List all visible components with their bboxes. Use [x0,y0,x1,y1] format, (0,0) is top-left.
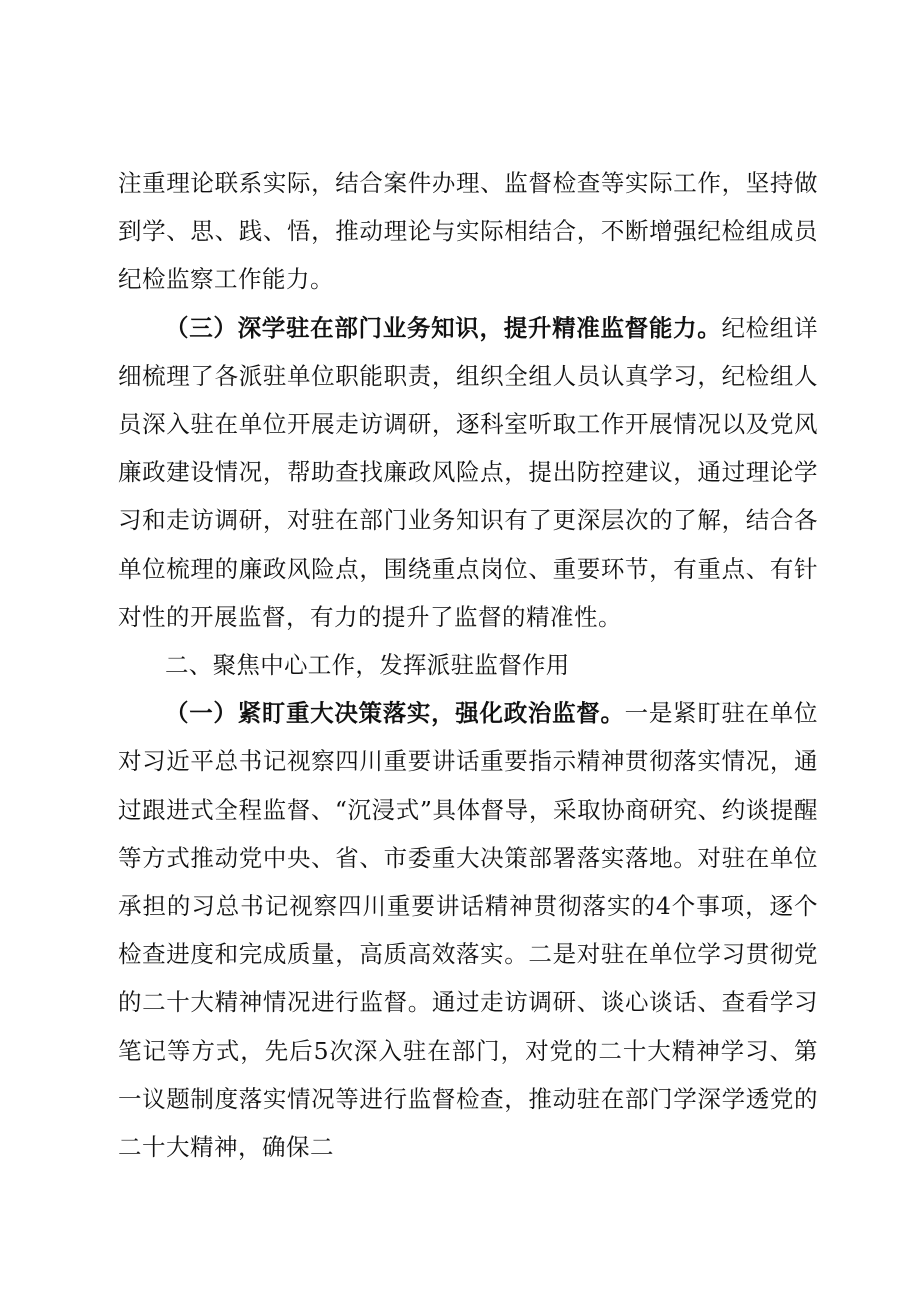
paragraph-section-1 [118,689,818,1171]
section-3-body: 纪检组详细梳理了各派驻单位职能职责，组织全组人员认真学习，纪检组人员深入驻在单位开展走访调研，逐科室听取工作开展情况以及党风廉政建设情况，帮助查找廉政风险点，提出防控建议，通过理论学习和走访调研，对驻在部门业务知识有了更深层次的了解，结合各单位梳理的廉政风险点，围绕重点岗位、重要环节，有重点、有针对性的开展监督，有力的提升了监督的精准性。 [118,313,819,631]
section-heading-2: 二、聚焦中心工作，发挥派驻监督作用 [165,651,570,680]
section-1-body: 一是紧盯驻在单位对习近平总书记视察四川重要讲话重要指示精神贯彻落实情况，通过跟进式全程监督、“沉浸式”具体督导，采取协商研究、约谈提醒等方式推动党中央、省、市委重大决策部署落实落地。对驻在单位承担的习总书记视察四川重要讲话精神贯彻落实的4个事项，逐个检查进度和完成质量，高质高效落实。二是对驻在单位学习贯彻党的二十大精神情况进行监督。通过走访调研、谈心谈话、查看学习笔记等方式，先后5次深入驻在部门，对党的二十大精神学习、第一议题制度落实情况等进行监督检查，推动驻在部门学深学透党的二十大精神，确保二 [118,699,819,1162]
section-1-title: （一）紧盯重大决策落实，强化政治监督。 [165,699,625,728]
section-3-title: （三）深学驻在部门业务知识，提升精准监督能力。 [165,313,722,342]
document-body [118,159,818,1171]
paragraph-section-3 [118,304,818,641]
paragraph-continuation: 注重理论联系实际，结合案件办理、监督检查等实际工作，坚持做到学、思、践、悟，推动理论与实际相结合，不断增强纪检组成员纪检监察工作能力。 [118,169,818,294]
